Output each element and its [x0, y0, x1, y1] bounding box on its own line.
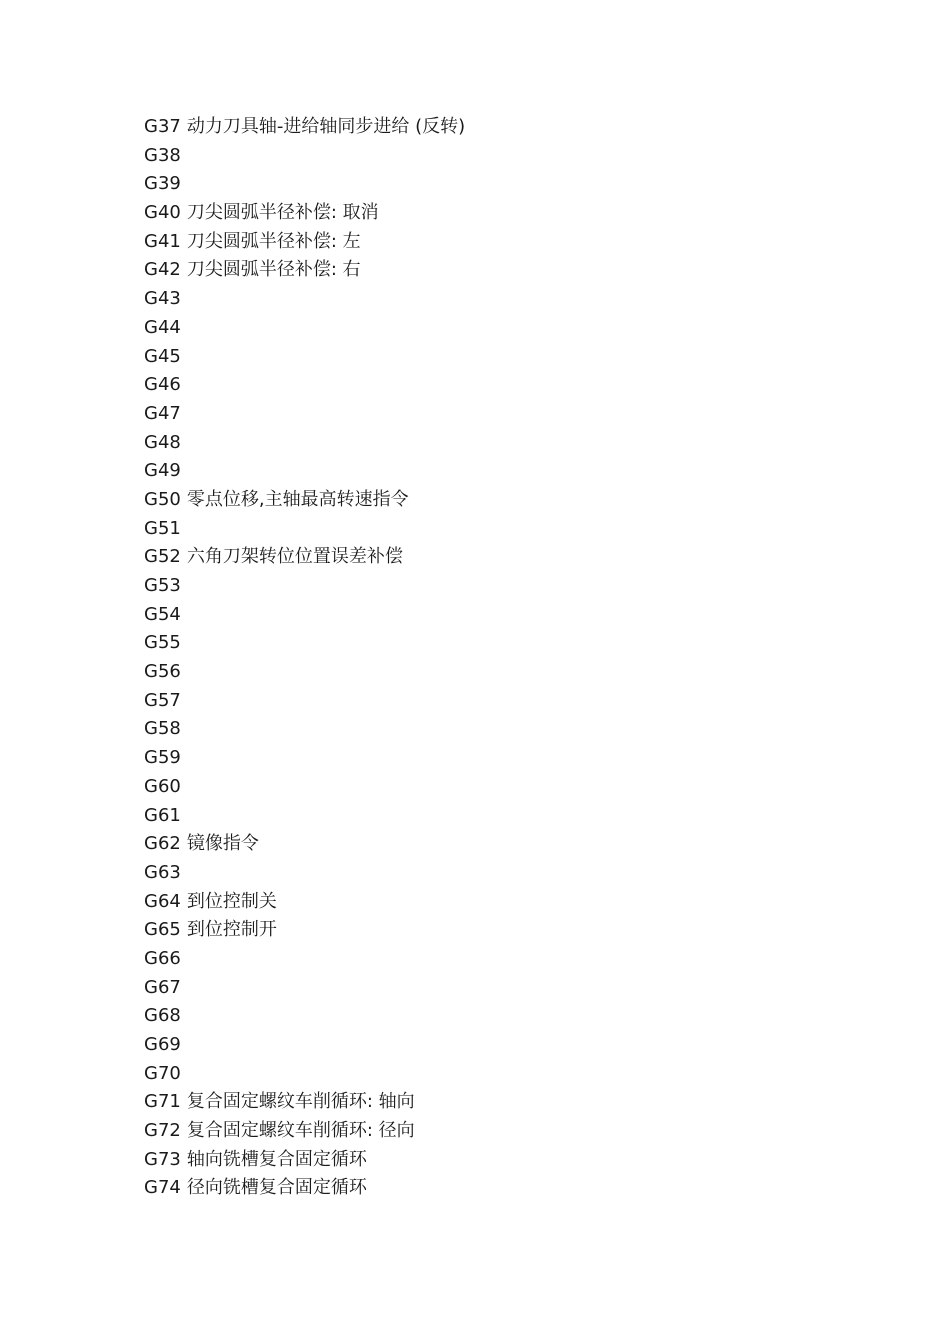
gcode-code: G40 [144, 202, 181, 224]
list-item [144, 457, 465, 486]
list-item [144, 371, 465, 400]
gcode-description: 刀尖圆弧半径补偿: 左 [186, 230, 361, 252]
gcode-code: G56 [144, 661, 181, 683]
gcode-code: G66 [144, 947, 181, 969]
gcode-code: G62 [144, 833, 181, 855]
gcode-code: G49 [144, 460, 181, 482]
gcode-code: G65 [144, 919, 181, 941]
gcode-description: 到位控制开 [186, 919, 277, 941]
gcode-code: G37 [144, 116, 181, 137]
gcode-description: 刀尖圆弧半径补偿: 取消 [186, 202, 379, 224]
list-item [144, 314, 465, 343]
gcode-description: 六角刀架转位位置误差补偿 [186, 546, 403, 568]
gcode-code: G54 [144, 603, 181, 625]
list-item [144, 974, 465, 1003]
gcode-description: 复合固定螺纹车削循环: 径向 [186, 1120, 415, 1142]
list-item [144, 285, 465, 314]
gcode-code: G74 [144, 1177, 181, 1199]
list-item [144, 113, 465, 142]
gcode-code: G57 [144, 689, 181, 711]
list-item [144, 572, 465, 601]
list-item [144, 1174, 465, 1203]
gcode-description: 轴向铣槽复合固定循环 [186, 1148, 367, 1170]
gcode-code: G68 [144, 1005, 181, 1027]
gcode-code: G63 [144, 861, 181, 883]
gcode-description: 刀尖圆弧半径补偿: 右 [186, 259, 361, 281]
list-item [144, 601, 465, 630]
gcode-code: G51 [144, 517, 181, 539]
gcode-code: G69 [144, 1034, 181, 1055]
gcode-code: G71 [144, 1091, 181, 1113]
gcode-description: 到位控制关 [186, 890, 277, 912]
gcode-code: G43 [144, 288, 181, 310]
list-item [144, 629, 465, 658]
gcode-code: G39 [144, 173, 181, 195]
list-item [144, 830, 465, 859]
gcode-description: 动力刀具轴-进给轴同步进给 (反转) [186, 116, 466, 137]
list-item [144, 343, 465, 372]
list-item [144, 256, 465, 285]
gcode-code: G60 [144, 775, 181, 797]
list-item [144, 1002, 465, 1031]
gcode-code: G47 [144, 402, 181, 424]
gcode-code: G52 [144, 546, 181, 568]
list-item [144, 715, 465, 744]
gcode-description: 复合固定螺纹车削循环: 轴向 [186, 1091, 415, 1113]
list-item [144, 1060, 465, 1089]
list-item [144, 773, 465, 802]
gcode-description: 径向铣槽复合固定循环 [186, 1177, 367, 1199]
list-item [144, 916, 465, 945]
gcode-code: G59 [144, 747, 181, 769]
gcode-code: G53 [144, 575, 181, 596]
list-item [144, 199, 465, 228]
list-item [144, 658, 465, 687]
list-item [144, 687, 465, 716]
list-item [144, 515, 465, 544]
gcode-description: 镜像指令 [186, 833, 259, 855]
list-item [144, 400, 465, 429]
gcode-code: G48 [144, 431, 181, 453]
gcode-code: G46 [144, 374, 181, 396]
gcode-code: G44 [144, 316, 181, 338]
gcode-code: G41 [144, 230, 181, 252]
list-item [144, 888, 465, 917]
list-item [144, 859, 465, 888]
list-item [144, 1117, 465, 1146]
list-item [144, 486, 465, 515]
gcode-code: G72 [144, 1120, 181, 1142]
gcode-code: G38 [144, 144, 181, 166]
gcode-code: G64 [144, 890, 181, 912]
list-item [144, 945, 465, 974]
gcode-list [144, 113, 465, 1203]
gcode-code: G55 [144, 632, 181, 654]
gcode-code: G58 [144, 718, 181, 740]
list-item [144, 429, 465, 458]
gcode-code: G50 [144, 488, 181, 510]
list-item [144, 1031, 465, 1060]
gcode-code: G61 [144, 804, 181, 826]
list-item [144, 142, 465, 171]
list-item [144, 1146, 465, 1175]
list-item [144, 744, 465, 773]
gcode-description: 零点位移,主轴最高转速指令 [186, 488, 409, 510]
list-item [144, 170, 465, 199]
gcode-code: G73 [144, 1148, 181, 1170]
list-item [144, 228, 465, 257]
gcode-code: G70 [144, 1062, 181, 1084]
list-item [144, 543, 465, 572]
gcode-code: G45 [144, 345, 181, 367]
gcode-code: G67 [144, 976, 181, 998]
gcode-code: G42 [144, 259, 181, 281]
list-item [144, 1088, 465, 1117]
list-item [144, 802, 465, 831]
